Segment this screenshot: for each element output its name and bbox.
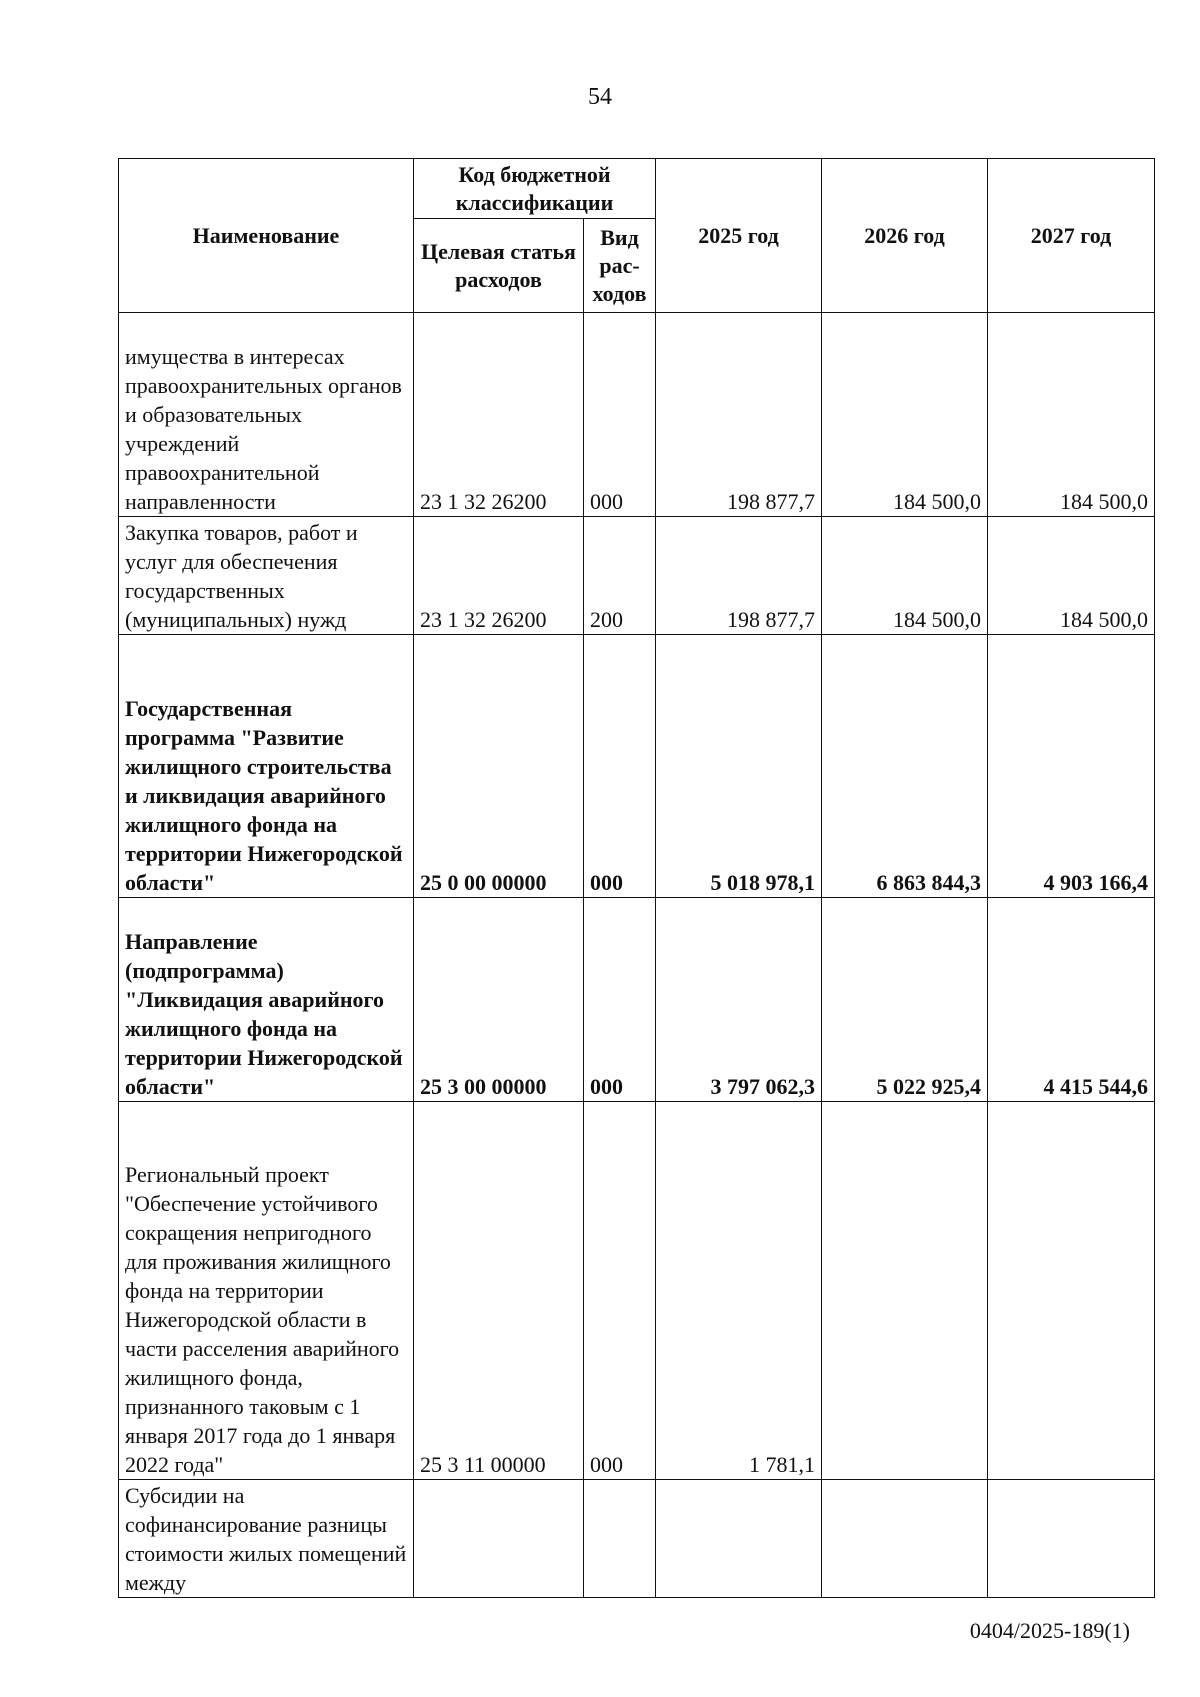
row-name: Направление (подпрограмма) "Ликвидация аварийного жилищного фонда на территории Нижегородской области"	[119, 898, 414, 1102]
row-2025: 198 877,7	[656, 313, 822, 517]
row-kind: 000	[584, 635, 656, 898]
row-2026: 6 863 844,3	[822, 635, 988, 898]
row-2027	[988, 1480, 1155, 1598]
row-name: имущества в интересах правоохранительных органов и образовательных учреждений правоохранительной направленности	[119, 313, 414, 517]
row-2027: 184 500,0	[988, 313, 1155, 517]
row-kind: 000	[584, 898, 656, 1102]
row-2026: 5 022 925,4	[822, 898, 988, 1102]
header-expense-type: Вид рас-ходов	[584, 219, 656, 313]
row-2025: 5 018 978,1	[656, 635, 822, 898]
page-number: 54	[588, 84, 612, 110]
row-2026	[822, 1480, 988, 1598]
row-2026	[822, 1102, 988, 1480]
header-target-article: Целевая статья расходов	[414, 219, 584, 313]
row-kind: 200	[584, 517, 656, 635]
table-row	[119, 898, 1155, 1102]
header-2027: 2027 год	[988, 159, 1155, 313]
row-code: 25 0 00 00000	[414, 635, 584, 898]
header-2025: 2025 год	[656, 159, 822, 313]
row-kind: 000	[584, 1102, 656, 1480]
header-name: Наименование	[119, 159, 414, 313]
row-2027: 184 500,0	[988, 517, 1155, 635]
row-code	[414, 1480, 584, 1598]
row-2027: 4 415 544,6	[988, 898, 1155, 1102]
row-code: 23 1 32 26200	[414, 517, 584, 635]
budget-table	[118, 158, 1155, 1598]
row-2027: 4 903 166,4	[988, 635, 1155, 898]
row-code: 25 3 00 00000	[414, 898, 584, 1102]
header-code-group: Код бюджетной классификации	[414, 159, 656, 219]
document-code: 0404/2025-189(1)	[969, 1618, 1130, 1643]
row-name: Государственная программа "Развитие жилищного строительства и ликвидация аварийного жилищного фонда на территории Нижегородской области"	[119, 635, 414, 898]
row-name: Субсидии на софинансирование разницы стоимости жилых помещений между	[119, 1480, 414, 1598]
table-row	[119, 635, 1155, 898]
row-name: Закупка товаров, работ и услуг для обеспечения государственных (муниципальных) нужд	[119, 517, 414, 635]
row-2026: 184 500,0	[822, 517, 988, 635]
row-2025: 198 877,7	[656, 517, 822, 635]
table-row	[119, 1480, 1155, 1598]
row-2026: 184 500,0	[822, 313, 988, 517]
row-name: Региональный проект "Обеспечение устойчивого сокращения непригодного для проживания жилищного фонда на территории Нижегородской области в части расселения аварийного жилищного фонда, признанного таковым с 1 января 2017 года до 1 января 2022 года"	[119, 1102, 414, 1480]
row-2025: 1 781,1	[656, 1102, 822, 1480]
row-kind	[584, 1480, 656, 1598]
header-2026: 2026 год	[822, 159, 988, 313]
row-2027	[988, 1102, 1155, 1480]
row-2025: 3 797 062,3	[656, 898, 822, 1102]
row-code: 23 1 32 26200	[414, 313, 584, 517]
row-kind: 000	[584, 313, 656, 517]
table-row	[119, 313, 1155, 517]
table-row	[119, 1102, 1155, 1480]
table-row	[119, 517, 1155, 635]
row-2025	[656, 1480, 822, 1598]
row-code: 25 3 11 00000	[414, 1102, 584, 1480]
